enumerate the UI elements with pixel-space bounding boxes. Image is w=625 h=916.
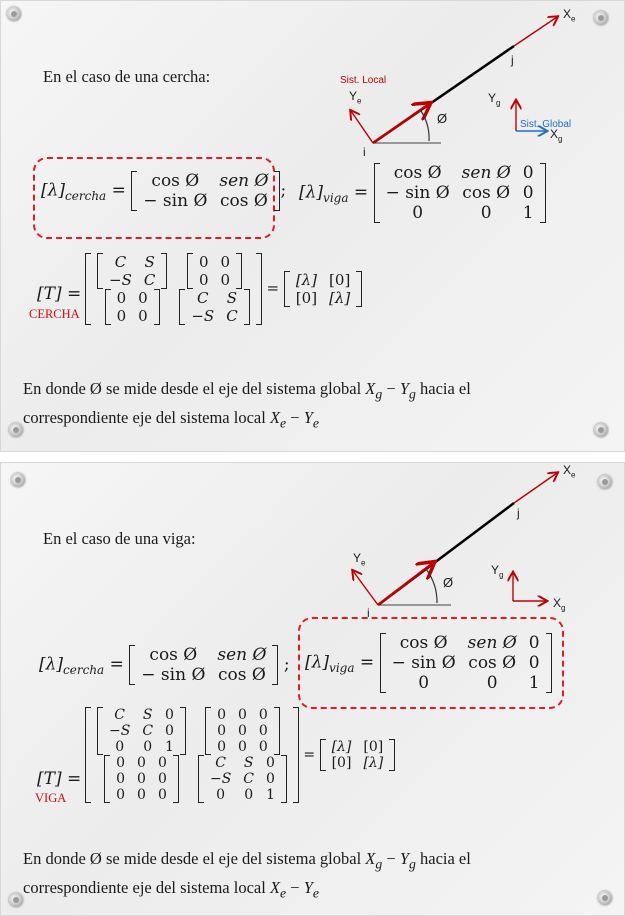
angle-label: Ø — [437, 111, 448, 126]
t-lhs: [T] = — [37, 769, 82, 789]
angle-arc — [421, 111, 429, 141]
xe-axis-arrow — [514, 17, 557, 46]
t-matrix: C S −S C 0 0 0 0 0 0 0 0 C S −S C = [λ] [0] [0] [λ] — [85, 253, 362, 325]
lambda-cercha-eq: $[\lambda]_{cercha}$ = cos Ø sen Ø − sin Ø cos Ø ; — [41, 171, 287, 211]
xg-label: $X_g$ — [553, 596, 566, 613]
yg-label: $Y_g$ — [491, 563, 504, 580]
xe-axis-arrow — [514, 473, 557, 503]
lambda-viga-eq: $[\lambda]_{viga}$ = cos Ø sen Ø 0 − sin Ø cos Ø 0 0 0 1 — [305, 633, 552, 693]
screw-icon — [594, 423, 608, 437]
element-diagram — [1, 1, 625, 161]
t-subscript: VIGA — [35, 791, 67, 805]
t-lhs: [T] = — [37, 284, 82, 304]
slide-viga — [0, 462, 625, 916]
ye-axis-arrow — [351, 111, 373, 143]
yg-label: $Y_g$ — [488, 91, 501, 108]
intro-text: En el caso de una viga: — [43, 529, 196, 548]
angle-label: Ø — [443, 575, 454, 590]
t-subscript: CERCHA — [29, 307, 80, 321]
slide-divider — [0, 452, 625, 462]
xe-label: $X_e$ — [563, 7, 576, 24]
screw-icon — [9, 423, 23, 437]
xg-label: $X_g$ — [550, 127, 563, 144]
node-j-label: j — [517, 506, 520, 520]
ye-axis-arrow — [353, 571, 378, 605]
lambda-cercha-eq: $[\lambda]_{cercha}$ = cos Ø sen Ø − sin Ø cos Ø ; — [39, 645, 290, 685]
note-text: En donde Ø se mide desde el eje del sistema global $X_g - Y_g$ hacia el correspondiente eje del sistema local $X_e - Y_e$ — [23, 849, 471, 901]
local-x-arrow — [373, 104, 429, 143]
slide-cercha — [0, 0, 625, 452]
global-system-label: Sist. Global — [520, 119, 572, 130]
element-diagram — [1, 463, 625, 623]
note-text: En donde Ø se mide desde el eje del sistema global $X_g - Y_g$ hacia el correspondiente eje del sistema local $X_e - Y_e$ — [23, 379, 471, 431]
lambda-viga-eq: $[\lambda]_{viga}$ = cos Ø sen Ø 0 − sin Ø cos Ø 0 0 0 1 — [299, 163, 546, 223]
xe-label: $X_e$ — [563, 463, 576, 480]
local-system-label: Sist. Local — [340, 75, 387, 86]
local-x-arrow — [378, 563, 433, 605]
node-j-label: j — [511, 53, 514, 67]
angle-arc — [426, 569, 437, 603]
t-matrix: C S 0 −S C 0 0 0 1 0 0 0 0 0 0 0 0 0 0 0 0 0 0 0 0 0 0 C S 0 −S C 0 0 0 1 = [λ] [0] [0] [λ] — [85, 707, 395, 803]
node-i-label: i — [363, 145, 366, 159]
intro-text: En el caso de una cercha: — [43, 67, 211, 86]
screw-icon — [9, 893, 23, 907]
ye-label: $Y_e$ — [353, 551, 366, 568]
node-i-label: i — [367, 606, 370, 620]
screw-icon — [598, 891, 612, 905]
ye-label: $Y_e$ — [349, 89, 362, 106]
